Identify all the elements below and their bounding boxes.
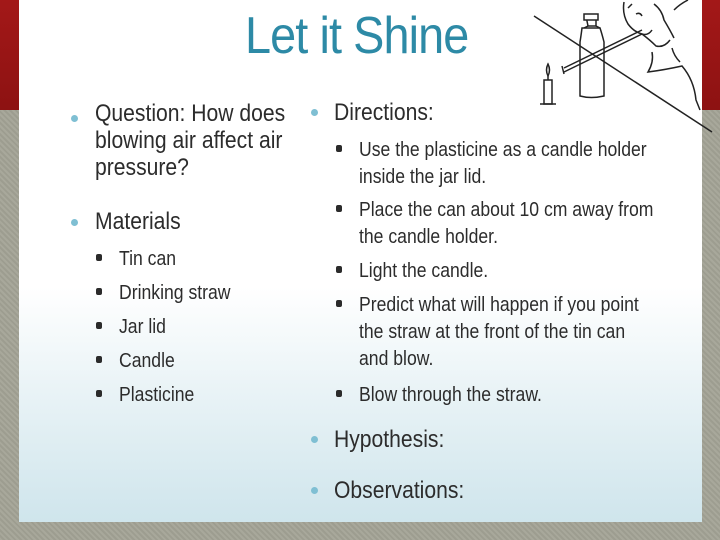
direction-3-line-1: Light the candle.: [359, 260, 489, 282]
direction-4-line-3: and blow.: [359, 348, 434, 370]
bullet-materials: [71, 219, 78, 226]
direction-item: [359, 292, 639, 373]
slide: [19, 0, 702, 522]
direction-2-line-2: the candle holder.: [359, 226, 498, 248]
bullet-observations: [311, 487, 318, 494]
question-line-3: pressure?: [95, 154, 189, 181]
direction-5-line-1: Blow through the straw.: [359, 384, 542, 406]
observations-heading: Observations:: [334, 477, 465, 504]
material-item: Candle: [119, 350, 175, 372]
bullet-direction-5: [336, 390, 342, 397]
direction-4-line-1: Predict what will happen if you point: [359, 294, 639, 316]
hypothesis-heading: Hypothesis:: [334, 426, 445, 453]
bullet-direction-3: [336, 266, 342, 273]
bullet-direction-1: [336, 145, 342, 152]
bullet-directions: [311, 109, 318, 116]
directions-heading: Directions:: [334, 99, 434, 126]
direction-item: [359, 197, 653, 251]
question-text: [95, 100, 285, 181]
direction-1-line-2: inside the jar lid.: [359, 166, 487, 188]
direction-item: [359, 137, 647, 191]
bullet-material-3: [96, 322, 102, 329]
material-item: Drinking straw: [119, 282, 231, 304]
material-item: Plasticine: [119, 384, 195, 406]
direction-1-line-1: Use the plasticine as a candle holder: [359, 139, 647, 161]
slide-title: Let it Shine: [245, 7, 469, 65]
illustration-boy-blowing-straw: [524, 0, 714, 140]
bullet-material-5: [96, 390, 102, 397]
bullet-direction-2: [336, 205, 342, 212]
bullet-material-1: [96, 254, 102, 261]
question-line-2: blowing air affect air: [95, 127, 283, 154]
bullet-material-2: [96, 288, 102, 295]
material-item: Jar lid: [119, 316, 166, 338]
bullet-material-4: [96, 356, 102, 363]
bullet-hypothesis: [311, 436, 318, 443]
direction-4-line-2: the straw at the front of the tin can: [359, 321, 626, 343]
materials-heading: Materials: [95, 208, 181, 235]
question-line-1: Question: How does: [95, 100, 286, 127]
direction-item: [359, 258, 488, 285]
direction-item: [359, 382, 542, 409]
material-item: Tin can: [119, 248, 177, 270]
bullet-direction-4: [336, 300, 342, 307]
direction-2-line-1: Place the can about 10 cm away from: [359, 199, 654, 221]
bullet-question: [71, 115, 78, 122]
